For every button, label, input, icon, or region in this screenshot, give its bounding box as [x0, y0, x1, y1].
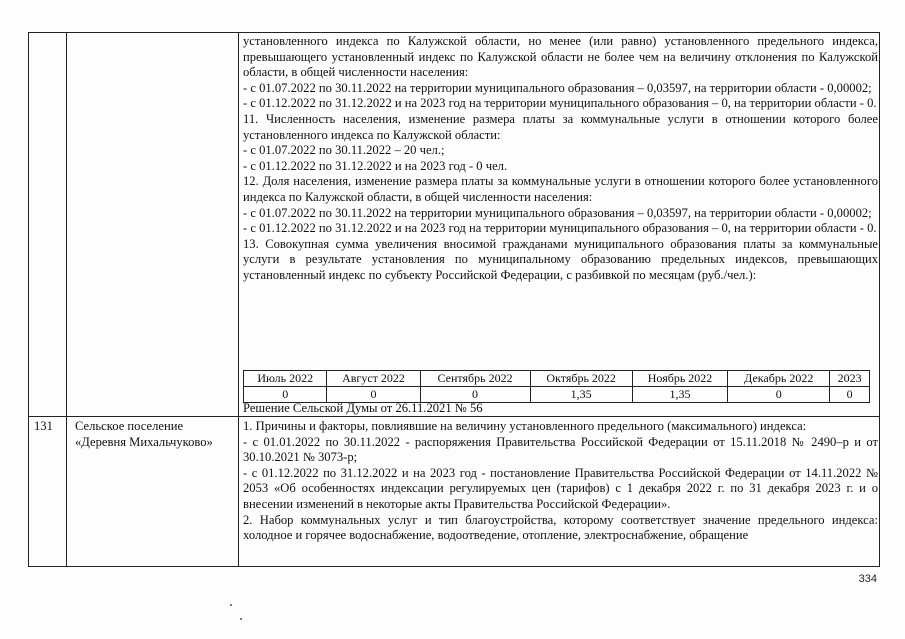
- paragraph: - с 01.12.2022 по 31.12.2022 и на 2023 год - постановление Правительства Российской Федерации от 14.11.2022 № 2053 «Об особенностях индексации регулируемых цен (тарифов) с 1 декабря 2022 г. по 31 декабря 2023 г. и о внесении изменений в некоторые акты Правительства Российской Федерации».: [243, 465, 878, 511]
- page-number: 334: [858, 573, 877, 585]
- paragraph: 12. Доля населения, изменение размера платы за коммунальные услуги в отношении которого более установленного индекса по Калужской области, в общей численности населения:: [243, 174, 878, 204]
- paragraph: 1. Причины и факторы, повлиявшие на величину установленного предельного (максимального) индекса:: [243, 419, 807, 433]
- settlement-name: [75, 419, 235, 450]
- paragraph: - с 01.07.2022 по 30.11.2022 – 20 чел.;: [243, 143, 445, 158]
- paragraph: - с 01.07.2022 по 30.11.2022 на территории муниципального образования – 0,03597, на территории области - 0,00002;: [243, 205, 872, 220]
- monthly-amounts-table: [243, 370, 870, 403]
- paragraph: - с 01.07.2022 по 30.11.2022 на территории муниципального образования – 0,03597, на территории области - 0,00002;: [243, 80, 872, 95]
- paragraph: - с 01.12.2022 по 31.12.2022 и на 2023 год на территории муниципального образования – 0, на территории области - 0.: [243, 96, 877, 111]
- month-header: 2023: [830, 371, 870, 387]
- paragraph: - с 01.01.2022 по 30.11.2022 - распоряжения Правительства Российской Федерации от 15.11.2018 № 2490–р и от 30.10.2021 № 3073-р;: [243, 434, 878, 465]
- regulation-table: [28, 32, 880, 567]
- row-131-text: [243, 419, 878, 544]
- paragraph: 11. Численность населения, изменение размера платы за коммунальные услуги в отношении которого более установленного индекса по Калужской области:: [243, 111, 878, 142]
- month-header: Ноябрь 2022: [632, 371, 727, 387]
- row-number: 131: [34, 419, 53, 433]
- table-header-row: [244, 371, 870, 387]
- table-border-left: [28, 33, 29, 566]
- paragraph: 13. Совокупная сумма увеличения вносимой гражданами муниципального образования платы за коммунальные услуги в результате установления по муниципальному образованию предельных индексов, превышающих установленный индекс по субъекту Российской Федерации, с разбивкой по месяцам (руб./чел.):: [243, 236, 878, 282]
- month-value: 1,35: [632, 387, 727, 403]
- table-border-right: [879, 33, 880, 566]
- paragraph: 2. Набор коммунальных услуг и тип благоустройства, которому соответствует значение предельного индекса: холодное и горячее водоснабжение, водоотведение, отопление, электроснабжение, обращение: [243, 512, 878, 543]
- row-prev-text: [243, 34, 878, 284]
- month-header: Август 2022: [327, 371, 420, 387]
- column-divider-1: [66, 33, 67, 566]
- column-divider-2: [238, 33, 239, 566]
- month-value: 0: [830, 387, 870, 403]
- paragraph: - с 01.12.2022 по 31.12.2022 и на 2023 год на территории муниципального образования – 0, на территории области - 0.: [243, 221, 877, 236]
- scan-speck: [230, 604, 232, 606]
- settlement-type: Сельское поселение: [75, 419, 184, 433]
- settlement-title: «Деревня Михальчуково»: [75, 434, 213, 449]
- paragraph: установленного индекса по Калужской области, но менее (или равно) установленного предельного индекса, превышающего установленный индекс по Калужской области не более чем на величину отклонения по Калужской области, в общей численности населения:: [243, 34, 878, 80]
- scan-speck: [240, 618, 242, 620]
- month-value: 0: [420, 387, 530, 403]
- month-header: Октябрь 2022: [530, 371, 632, 387]
- month-value: 0: [728, 387, 830, 403]
- month-value: 0: [244, 387, 327, 403]
- decision-reference: Решение Сельской Думы от 26.11.2021 № 56: [243, 401, 483, 415]
- month-header: Декабрь 2022: [728, 371, 830, 387]
- month-header: Сентябрь 2022: [420, 371, 530, 387]
- month-value: 1,35: [530, 387, 632, 403]
- month-value: 0: [327, 387, 420, 403]
- month-header: Июль 2022: [244, 371, 327, 387]
- paragraph: - с 01.12.2022 по 31.12.2022 и на 2023 год - 0 чел.: [243, 158, 508, 173]
